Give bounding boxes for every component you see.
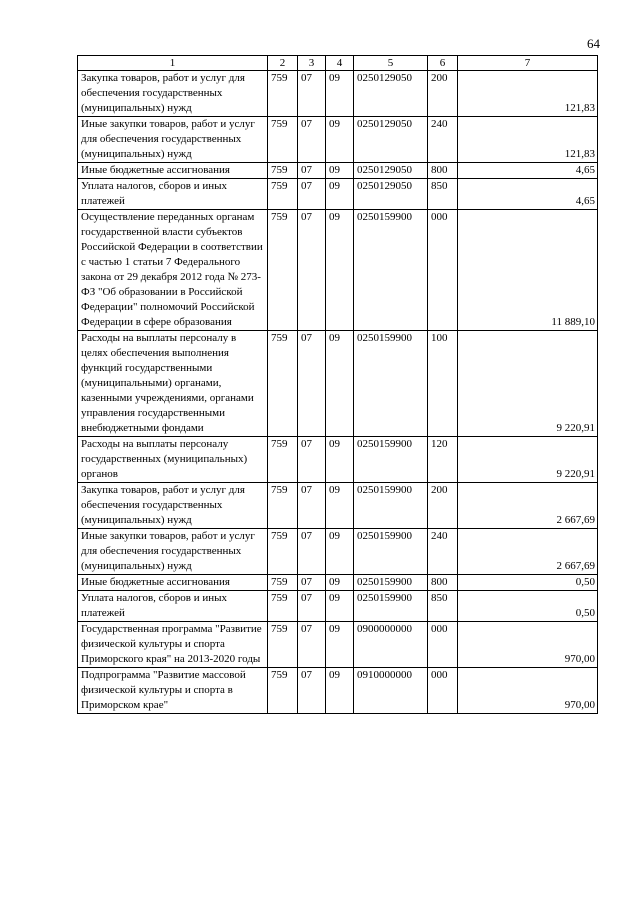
expense-type-cell: 850 — [428, 179, 458, 210]
expenditure-name-cell: Расходы на выплаты персоналу в целях обеспечения выполнения функций государственными (муниципальными) органами, казенными учреждениями, органами управления государственными внебюджетными фондами — [78, 331, 268, 437]
table-row — [78, 575, 598, 591]
ministry-code-cell: 759 — [268, 331, 298, 437]
subsection-code-cell: 09 — [326, 483, 354, 529]
subsection-code-cell: 09 — [326, 163, 354, 179]
target-article-cell: 0250159900 — [354, 210, 428, 331]
target-article-cell: 0250159900 — [354, 483, 428, 529]
amount-cell: 4,65 — [458, 179, 598, 210]
table-body — [78, 56, 598, 714]
table-row — [78, 622, 598, 668]
subsection-code-cell: 09 — [326, 622, 354, 668]
section-code-cell: 07 — [298, 117, 326, 163]
expenditure-name-cell: Закупка товаров, работ и услуг для обеспечения государственных (муниципальных) нужд — [78, 71, 268, 117]
amount-cell: 970,00 — [458, 668, 598, 714]
section-code-cell: 07 — [298, 179, 326, 210]
expense-type-cell: 240 — [428, 117, 458, 163]
section-code-cell: 07 — [298, 331, 326, 437]
expense-type-cell: 000 — [428, 622, 458, 668]
table-row — [78, 210, 598, 331]
ministry-code-cell: 759 — [268, 179, 298, 210]
target-article-cell: 0910000000 — [354, 668, 428, 714]
expense-type-cell: 000 — [428, 210, 458, 331]
table-row — [78, 668, 598, 714]
subsection-code-cell: 09 — [326, 575, 354, 591]
target-article-cell: 0250129050 — [354, 179, 428, 210]
target-article-cell: 0900000000 — [354, 622, 428, 668]
expenditure-name-cell: Иные закупки товаров, работ и услуг для обеспечения государственных (муниципальных) нужд — [78, 529, 268, 575]
target-article-cell: 0250129050 — [354, 163, 428, 179]
expenditure-name-cell: Уплата налогов, сборов и иных платежей — [78, 591, 268, 622]
subsection-code-cell: 09 — [326, 331, 354, 437]
ministry-code-cell: 759 — [268, 668, 298, 714]
subsection-code-cell: 09 — [326, 71, 354, 117]
section-code-cell: 07 — [298, 437, 326, 483]
table-row — [78, 331, 598, 437]
ministry-code-cell: 759 — [268, 483, 298, 529]
target-article-cell: 0250129050 — [354, 117, 428, 163]
amount-cell: 0,50 — [458, 575, 598, 591]
section-code-cell: 07 — [298, 622, 326, 668]
ministry-code-cell: 759 — [268, 163, 298, 179]
subsection-code-cell: 09 — [326, 668, 354, 714]
target-article-cell: 0250159900 — [354, 529, 428, 575]
table-row — [78, 71, 598, 117]
expenditure-name-cell: Закупка товаров, работ и услуг для обеспечения государственных (муниципальных) нужд — [78, 483, 268, 529]
column-header: 4 — [326, 56, 354, 71]
section-code-cell: 07 — [298, 210, 326, 331]
target-article-cell: 0250159900 — [354, 331, 428, 437]
expenditure-name-cell: Уплата налогов, сборов и иных платежей — [78, 179, 268, 210]
subsection-code-cell: 09 — [326, 179, 354, 210]
table-row — [78, 117, 598, 163]
expenditure-name-cell: Осуществление переданных органам государственной власти субъектов Российской Федерации в соответствии с частью 1 статьи 7 Федерального закона от 29 декабря 2012 года № 273-ФЗ "Об образовании в Российской Федерации" полномочий Российской Федерации в сфере образования — [78, 210, 268, 331]
expenditure-name-cell: Иные бюджетные ассигнования — [78, 575, 268, 591]
column-header: 5 — [354, 56, 428, 71]
section-code-cell: 07 — [298, 483, 326, 529]
expense-type-cell: 100 — [428, 331, 458, 437]
target-article-cell: 0250129050 — [354, 71, 428, 117]
page-number: 64 — [587, 36, 600, 51]
table-row — [78, 179, 598, 210]
table-row — [78, 163, 598, 179]
expenditure-name-cell: Иные бюджетные ассигнования — [78, 163, 268, 179]
column-header: 2 — [268, 56, 298, 71]
section-code-cell: 07 — [298, 591, 326, 622]
subsection-code-cell: 09 — [326, 591, 354, 622]
section-code-cell: 07 — [298, 668, 326, 714]
table-row — [78, 529, 598, 575]
budget-table — [77, 55, 598, 714]
expenditure-name-cell: Подпрограмма "Развитие массовой физической культуры и спорта в Приморском крае" — [78, 668, 268, 714]
target-article-cell: 0250159900 — [354, 591, 428, 622]
subsection-code-cell: 09 — [326, 437, 354, 483]
section-code-cell: 07 — [298, 163, 326, 179]
table-row — [78, 437, 598, 483]
ministry-code-cell: 759 — [268, 117, 298, 163]
expense-type-cell: 200 — [428, 71, 458, 117]
amount-cell: 11 889,10 — [458, 210, 598, 331]
amount-cell: 121,83 — [458, 71, 598, 117]
column-header: 1 — [78, 56, 268, 71]
expense-type-cell: 800 — [428, 575, 458, 591]
ministry-code-cell: 759 — [268, 437, 298, 483]
target-article-cell: 0250159900 — [354, 437, 428, 483]
amount-cell: 121,83 — [458, 117, 598, 163]
subsection-code-cell: 09 — [326, 117, 354, 163]
expenditure-name-cell: Расходы на выплаты персоналу государственных (муниципальных) органов — [78, 437, 268, 483]
expense-type-cell: 800 — [428, 163, 458, 179]
expense-type-cell: 850 — [428, 591, 458, 622]
expense-type-cell: 120 — [428, 437, 458, 483]
amount-cell: 2 667,69 — [458, 483, 598, 529]
subsection-code-cell: 09 — [326, 529, 354, 575]
column-header: 7 — [458, 56, 598, 71]
subsection-code-cell: 09 — [326, 210, 354, 331]
ministry-code-cell: 759 — [268, 210, 298, 331]
amount-cell: 4,65 — [458, 163, 598, 179]
section-code-cell: 07 — [298, 71, 326, 117]
ministry-code-cell: 759 — [268, 529, 298, 575]
expense-type-cell: 200 — [428, 483, 458, 529]
amount-cell: 9 220,91 — [458, 331, 598, 437]
section-code-cell: 07 — [298, 575, 326, 591]
target-article-cell: 0250159900 — [354, 575, 428, 591]
table-row — [78, 483, 598, 529]
section-code-cell: 07 — [298, 529, 326, 575]
amount-cell: 9 220,91 — [458, 437, 598, 483]
table-row — [78, 591, 598, 622]
amount-cell: 0,50 — [458, 591, 598, 622]
ministry-code-cell: 759 — [268, 71, 298, 117]
expenditure-name-cell: Иные закупки товаров, работ и услуг для обеспечения государственных (муниципальных) нужд — [78, 117, 268, 163]
ministry-code-cell: 759 — [268, 575, 298, 591]
ministry-code-cell: 759 — [268, 622, 298, 668]
ministry-code-cell: 759 — [268, 591, 298, 622]
column-header: 3 — [298, 56, 326, 71]
expenditure-name-cell: Государственная программа "Развитие физической культуры и спорта Приморского края" на 2013-2020 годы — [78, 622, 268, 668]
expense-type-cell: 000 — [428, 668, 458, 714]
amount-cell: 970,00 — [458, 622, 598, 668]
column-header: 6 — [428, 56, 458, 71]
amount-cell: 2 667,69 — [458, 529, 598, 575]
column-header-row — [78, 56, 598, 71]
expense-type-cell: 240 — [428, 529, 458, 575]
